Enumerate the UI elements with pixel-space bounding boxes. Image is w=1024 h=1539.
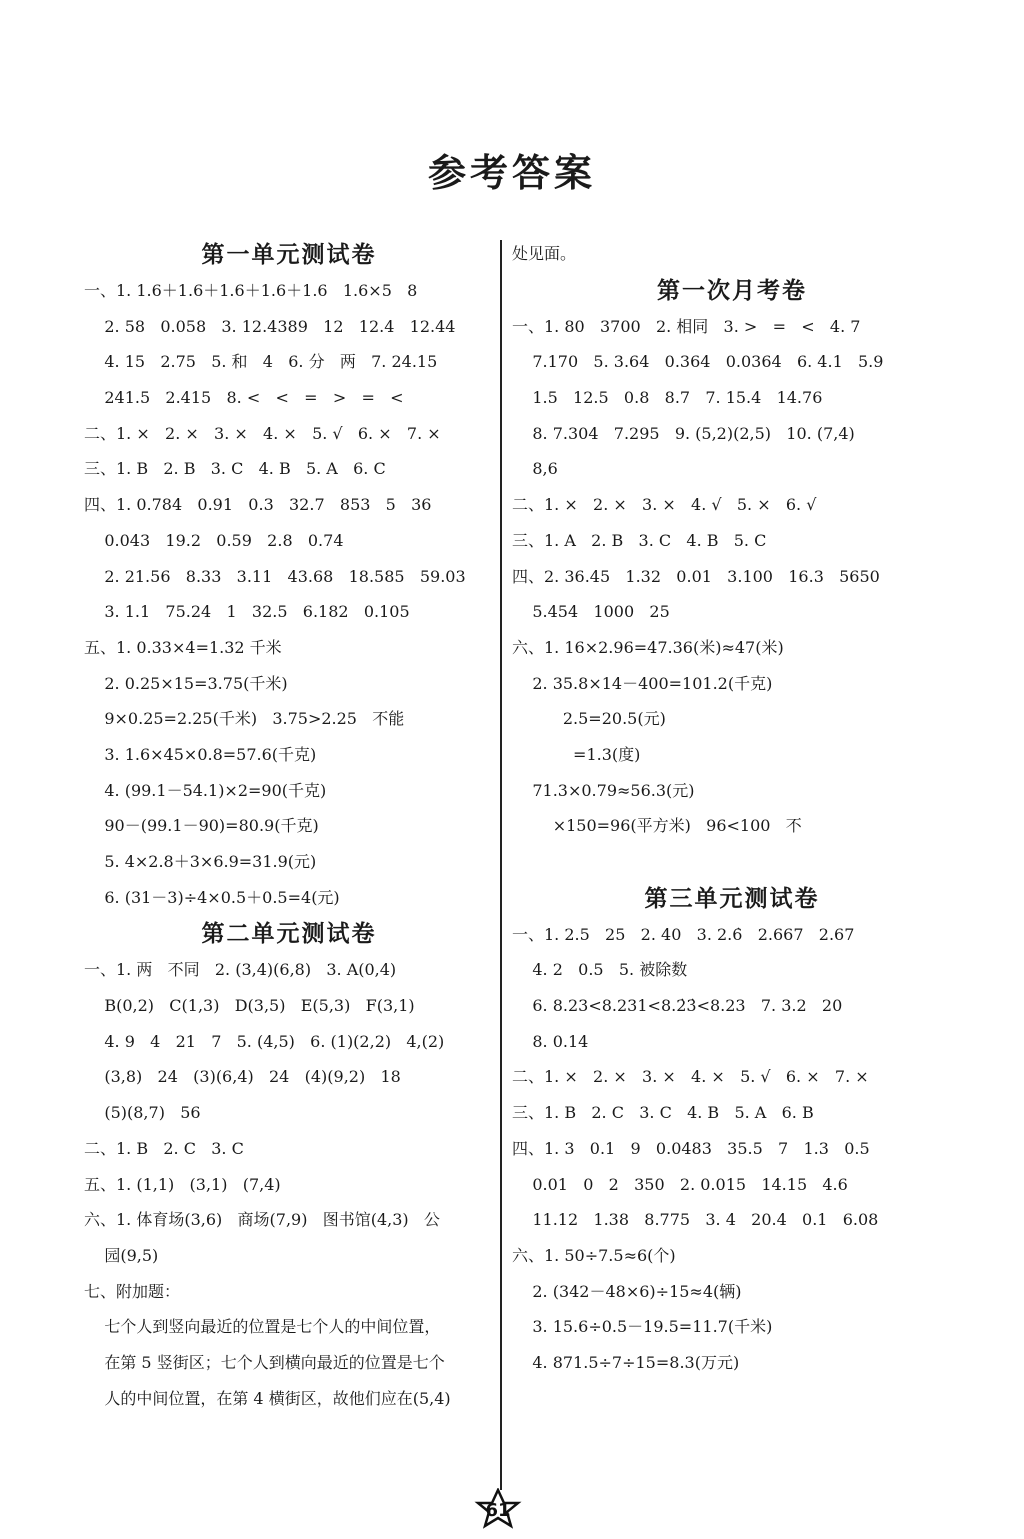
answer-line: 二、1. B 2. C 3. C [84,1138,244,1158]
answer-line: 2. 58 0.058 3. 12.4389 12 12.4 12.44 [84,316,456,336]
answer-line: 园(9,5) [84,1245,159,1265]
section-heading: 第一次月考卷 [657,277,807,304]
answer-line: 三、1. A 2. B 3. C 4. B 5. C [512,530,767,550]
answer-line: 三、1. B 2. C 3. C 4. B 5. A 6. B [512,1103,814,1123]
answer-line: 人的中间位置，在第 4 横街区，故他们应在(5,4) [84,1388,451,1408]
answer-line: 2. (342－48×6)÷15≈4(辆) [512,1281,742,1301]
answer-line: 六、1. 50÷7.5≈6(个) [512,1245,676,1265]
answer-line: 在第 5 竖街区；七个人到横向最近的位置是七个 [84,1352,445,1372]
answer-line: 6. 8.23<8.231<8.2̇3̇<8.23 7. 3.2 20 [512,996,843,1016]
answer-line: 3. 15.6÷0.5－19.5=11.7(千米) [512,1317,773,1337]
section-heading: 第三单元测试卷 [644,885,820,912]
answer-line: 一、1. 80 3700 2. 相同 3. > = < 4. 7 [512,316,861,336]
right-column [512,236,952,1381]
answer-line: 5. 4×2.8＋3×6.9=31.9(元) [84,852,317,871]
answer-line: 2. 35.8×14－400=101.2(千克) [512,673,773,693]
answer-line: 五、1. 0.33×4=1.32 千米 [84,637,282,657]
answer-line: 三、1. B 2. B 3. C 4. B 5. A 6. C [84,459,386,479]
page-title: 参考答案 [427,151,596,195]
answer-line: 四、1. 3 0.1 9 0.0483 35.5 7 1.3 0.5 [512,1138,870,1158]
answer-line: 2.5=20.5(元) [512,709,666,729]
answer-line: 七、附加题： [84,1281,181,1301]
answer-line: 8. 7.304 7.295 9. (5,2)(2,5) 10. (7,4) [512,423,855,443]
answer-line: 4. 2 0.5 5. 被除数 [512,960,688,980]
answer-line: 0.01 0 2 350 2. 0.015 14.15 4.6 [512,1174,848,1194]
answer-line: ×150=96(平方米) 96<100 不 [512,816,802,836]
answer-line: 3. 1.6×45×0.8=57.6(千克) [84,744,317,764]
answer-line: 4. 871.5÷7÷15=8.3(万元) [512,1352,740,1372]
answer-line: 五、1. (1,1) (3,1) (7,4) [84,1174,281,1194]
answer-line: 71.3×0.79≈56.3(元) [512,780,695,800]
answer-line: (3,8) 24 (3)(6,4) 24 (4)(9,2) 18 [84,1067,401,1087]
answer-line: 4. (99.1－54.1)×2=90(千克) [84,780,327,800]
answer-line: 一、1. 1.6＋1.6＋1.6＋1.6＋1.6 1.6×5 8 [84,281,418,300]
answer-line: 六、1. 体育场(3,6) 商场(7,9) 图书馆(4,3) 公 [84,1210,440,1230]
answer-line: 七个人到竖向最近的位置是七个人的中间位置， [84,1317,441,1337]
answer-line: 9×0.25=2.25(千米) 3.75>2.25 不能 [84,709,405,729]
answer-line: 1.5 12.5 0.8 8.7 7. 15.4 14.76 [512,388,823,408]
page-number-badge [468,1488,528,1532]
answer-line: 四、1. 0.784 0.91 0.3 32.7 853 5 36 [84,495,432,515]
section-heading: 第二单元测试卷 [201,921,377,948]
answer-line: 4. 15 2.75 5. 和 4 6. 分 两 7. 24.15 [84,352,438,372]
left-column [84,236,494,1416]
answer-line: 6. (31－3)÷4×0.5＋0.5=4(元) [84,887,340,907]
answer-line: =1.3(度) [512,744,641,764]
answer-line: 2. 21.56 8.33 3.11 43.68 18.585 59.03 [84,566,466,586]
answer-line: 3. 1.1 75.24 1 32.5 6.182 0.105 [84,602,410,622]
answer-line: 一、1. 2.5 25 2. 40 3. 2.6̇ 2.667 2.67 [512,924,855,944]
answer-line: (5)(8,7) 56 [84,1103,201,1123]
answer-line: 四、2. 36.45 1.32 0.01 3.100 16.3 5650 [512,566,880,586]
answer-line [512,844,952,880]
answer-line: 二、1. × 2. × 3. × 4. √ 5. × 6. √ [512,495,817,515]
column-divider [500,240,502,1490]
answer-line: 处见面。 [512,244,577,263]
section-heading: 第一单元测试卷 [201,242,377,268]
answer-line: 二、1. × 2. × 3. × 4. × 5. √ 6. × 7. × [512,1067,869,1087]
answer-line: 0.043 19.2 0.59 2.8 0.74 [84,530,344,550]
answer-line: 2. 0.25×15=3.75(千米) [84,673,288,693]
answer-line: 5.454 1000 25 [512,602,670,622]
answer-line: 90－(99.1－90)=80.9(千克) [84,816,319,836]
answer-line: 8. 0.14 [512,1031,589,1051]
answer-line: 8,6 [512,459,558,479]
answer-line: 7.170 5. 3.64 0.364 0.0364 6. 4.1 5.9 [512,352,884,372]
answer-line: 4. 9 4 21 7 5. (4,5) 6. (1)(2,2) 4,(2) [84,1031,445,1051]
page-number: 61 [485,1500,511,1521]
answer-line: 六、1. 16×2.96=47.36(米)≈47(米) [512,637,784,657]
answer-line: 241.5 2.415 8. < < = > = < [84,388,404,408]
answer-line: 一、1. 两 不同 2. (3,4)(6,8) 3. A(0,4) [84,960,397,980]
answer-line: 11.12 1.38 8.775 3. 4 20.4 0.1 6.08 [512,1210,879,1230]
answer-line: B(0,2) C(1,3) D(3,5) E(5,3) F(3,1) [84,996,415,1016]
answer-line: 二、1. × 2. × 3. × 4. × 5. √ 6. × 7. × [84,423,441,443]
